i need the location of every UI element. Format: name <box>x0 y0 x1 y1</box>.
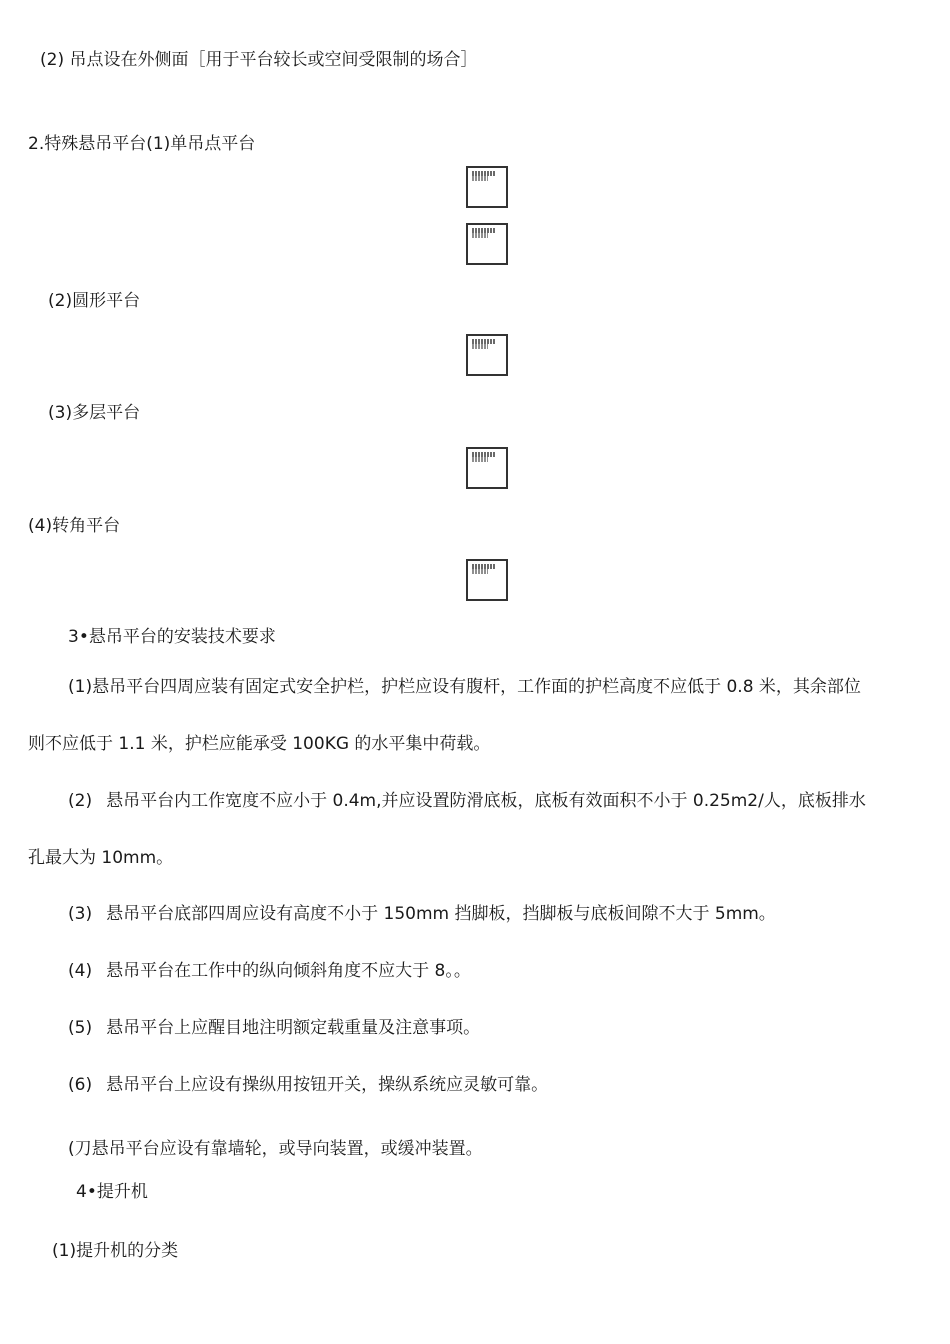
heading-install-requirements: 3•悬吊平台的安装技术要求 <box>68 627 276 647</box>
figure-placeholder-1 <box>466 166 508 208</box>
heading-hoist: 4•提升机 <box>76 1182 148 1202</box>
text-hoist-classification: (1)提升机的分类 <box>52 1241 179 1261</box>
item-text: 悬吊平台上应设有操纵用按钮开关，操纵系统应灵敏可靠。 <box>106 1075 549 1095</box>
text-requirement-3 <box>68 903 776 925</box>
figure-placeholder-4 <box>466 447 508 489</box>
text-requirement-2-cont: 孔最大为 10mm。 <box>28 848 174 868</box>
item-number: (5) <box>68 1018 93 1038</box>
text-requirement-1-cont: 则不应低于 1.1 米，护栏应能承受 100KG 的水平集中荷载。 <box>28 734 491 754</box>
text-requirement-6 <box>68 1074 548 1096</box>
heading-special-platforms: 2.特殊悬吊平台(1)单吊点平台 <box>28 134 256 154</box>
figure-placeholder-5 <box>466 559 508 601</box>
item-text: 悬吊平台在工作中的纵向倾斜角度不应大于 8。。 <box>106 961 471 981</box>
text-requirement-7: (刀悬吊平台应设有靠墙轮，或导向装置，或缓冲装置。 <box>68 1139 483 1159</box>
text-requirement-4 <box>68 960 471 982</box>
text-line-suspension-outside: (2) 吊点设在外侧面［用于平台较长或空间受限制的场合］ <box>40 50 478 70</box>
item-number: (6) <box>68 1075 93 1095</box>
item-text: 悬吊平台上应醒目地注明额定载重量及注意事项。 <box>106 1018 481 1038</box>
item-number: (3) <box>68 904 93 924</box>
figure-placeholder-2 <box>466 223 508 265</box>
text-requirement-1: (1)悬吊平台四周应装有固定式安全护栏，护栏应设有腹杆，工作面的护栏高度不应低于 0.8 米，其余部位 <box>68 677 861 697</box>
item-text: 悬吊平台内工作宽度不应小于 0.4m,并应设置防滑底板，底板有效面积不小于 0.25m2/人，底板排水 <box>106 791 866 811</box>
figure-placeholder-3 <box>466 334 508 376</box>
text-round-platform: (2)圆形平台 <box>48 291 141 311</box>
text-corner-platform: (4)转角平台 <box>28 516 121 536</box>
item-text: 悬吊平台底部四周应设有高度不小于 150mm 挡脚板，挡脚板与底板间隙不大于 5mm。 <box>106 904 776 924</box>
item-number: (4) <box>68 961 93 981</box>
text-multilayer-platform: (3)多层平台 <box>48 403 141 423</box>
text-requirement-5 <box>68 1017 480 1039</box>
text-requirement-2 <box>68 790 866 812</box>
item-number: (2) <box>68 791 93 811</box>
